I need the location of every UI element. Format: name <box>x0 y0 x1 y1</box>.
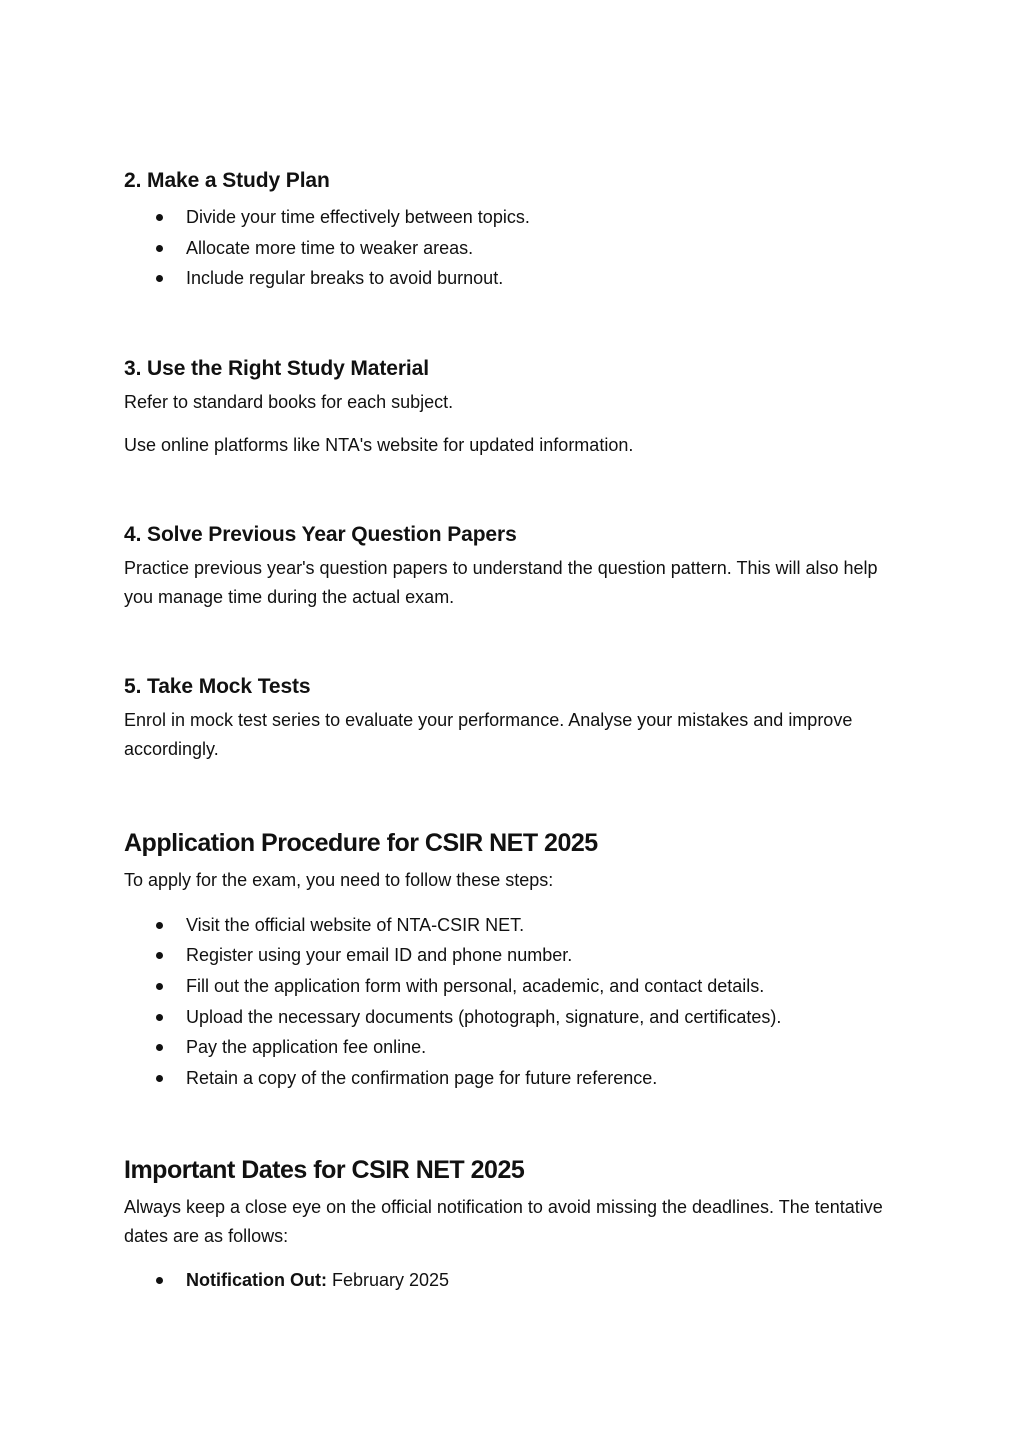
list-item: Allocate more time to weaker areas. <box>124 233 899 264</box>
list-item: Visit the official website of NTA-CSIR NET. <box>124 910 899 941</box>
section-heading-study-material: 3. Use the Right Study Material <box>124 356 429 380</box>
section-heading-important-dates: Important Dates for CSIR NET 2025 <box>124 1156 525 1185</box>
bullet-icon <box>156 1014 163 1021</box>
paragraph: Practice previous year's question papers to understand the question pattern. This will also help you manage time during the actual exam. <box>124 557 878 607</box>
document-page <box>124 166 899 1296</box>
section-heading-application: Application Procedure for CSIR NET 2025 <box>124 828 598 857</box>
list-item: Register using your email ID and phone number. <box>124 940 899 971</box>
list-item <box>124 1265 899 1296</box>
study-plan-list <box>124 202 899 294</box>
bullet-icon <box>156 983 163 990</box>
bullet-icon <box>156 1044 163 1051</box>
date-label: Notification Out: <box>186 1270 327 1291</box>
paragraph: To apply for the exam, you need to follow these steps: <box>124 869 554 890</box>
paragraph: Refer to standard books for each subject. <box>124 391 454 412</box>
application-steps-list <box>124 910 899 1094</box>
section-heading-study-plan: 2. Make a Study Plan <box>124 169 330 192</box>
list-item: Upload the necessary documents (photograph, signature, and certificates). <box>124 1002 899 1033</box>
list-item: Fill out the application form with personal, academic, and contact details. <box>124 971 899 1002</box>
paragraph: Enrol in mock test series to evaluate your performance. Analyse your mistakes and improve accordingly. <box>124 709 853 759</box>
list-item: Include regular breaks to avoid burnout. <box>124 263 899 294</box>
bullet-icon <box>156 275 163 282</box>
important-dates-list <box>124 1265 899 1296</box>
paragraph: Use online platforms like NTA's website for updated information. <box>124 434 634 455</box>
list-item: Divide your time effectively between topics. <box>124 202 899 233</box>
section-heading-mock-tests: 5. Take Mock Tests <box>124 674 311 698</box>
bullet-icon <box>156 1075 163 1082</box>
bullet-icon <box>156 245 163 252</box>
bullet-icon <box>156 922 163 929</box>
bullet-icon <box>156 214 163 221</box>
bullet-icon <box>156 952 163 959</box>
section-heading-previous-papers: 4. Solve Previous Year Question Papers <box>124 522 517 546</box>
date-value: February 2025 <box>332 1270 450 1291</box>
list-item: Retain a copy of the confirmation page for future reference. <box>124 1063 899 1094</box>
list-item: Pay the application fee online. <box>124 1032 899 1063</box>
bullet-icon <box>156 1277 163 1284</box>
paragraph: Always keep a close eye on the official notification to avoid missing the deadlines. The tentative dates are as follows: <box>124 1197 883 1247</box>
